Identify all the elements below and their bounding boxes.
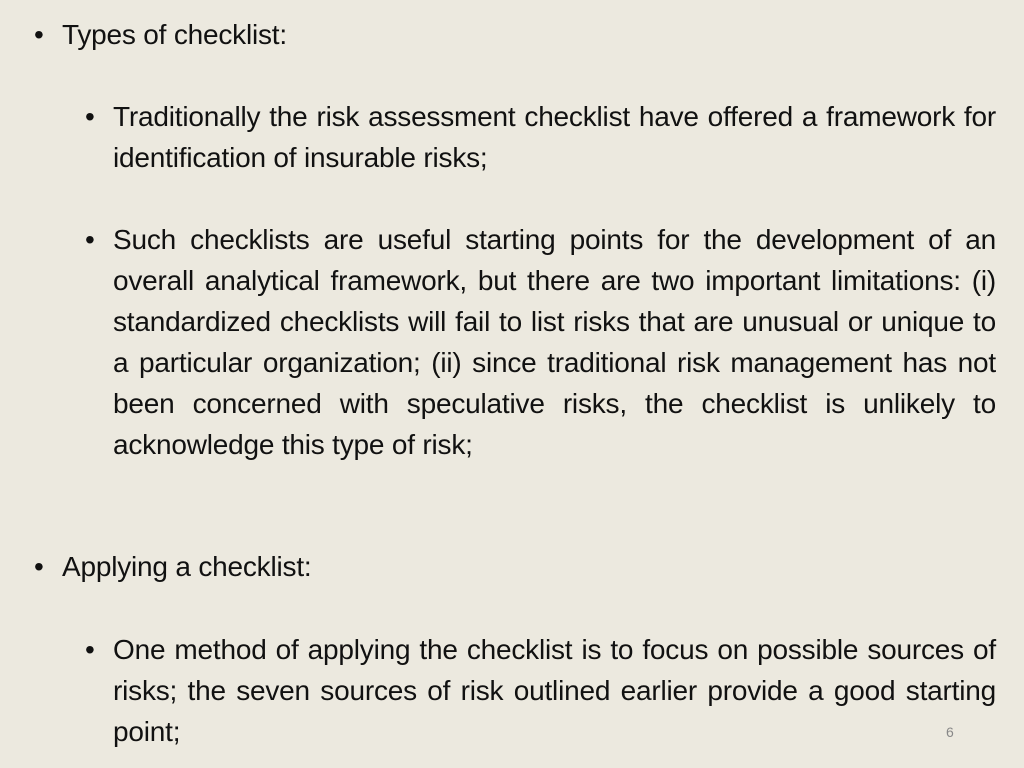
page-number: 6: [946, 724, 954, 740]
bullet-text: One method of applying the checklist is to focus on possible sources of risks; the seven sources of risk outlined earlier provide a good starting point;: [113, 634, 996, 747]
bullet-dot: •: [34, 551, 44, 582]
bullet-level2-applying-method: [85, 629, 996, 752]
bullet-dot: •: [85, 634, 95, 665]
bullet-level1-types-of-checklist: [34, 14, 634, 55]
bullet-dot: •: [34, 19, 44, 50]
bullet-text: Traditionally the risk assessment checklist have offered a framework for identification of insurable risks;: [113, 101, 996, 173]
bullet-text: Applying a checklist:: [62, 551, 312, 582]
bullet-level1-applying-checklist: [34, 546, 634, 587]
bullet-level2-checklist-limitations: [85, 219, 996, 465]
bullet-dot: •: [85, 101, 95, 132]
bullet-text: Types of checklist:: [62, 19, 287, 50]
bullet-dot: •: [85, 224, 95, 255]
bullet-level2-traditional-checklist: [85, 96, 996, 178]
bullet-text: Such checklists are useful starting points for the development of an overall analytical framework, but there are two important limitations: (i) standardized checklists will fail to list risks that are unusual or unique to a particular organization; (ii) since traditional risk management has not been concerned with speculative risks, the checklist is unlikely to acknowledge this type of risk;: [113, 224, 996, 460]
